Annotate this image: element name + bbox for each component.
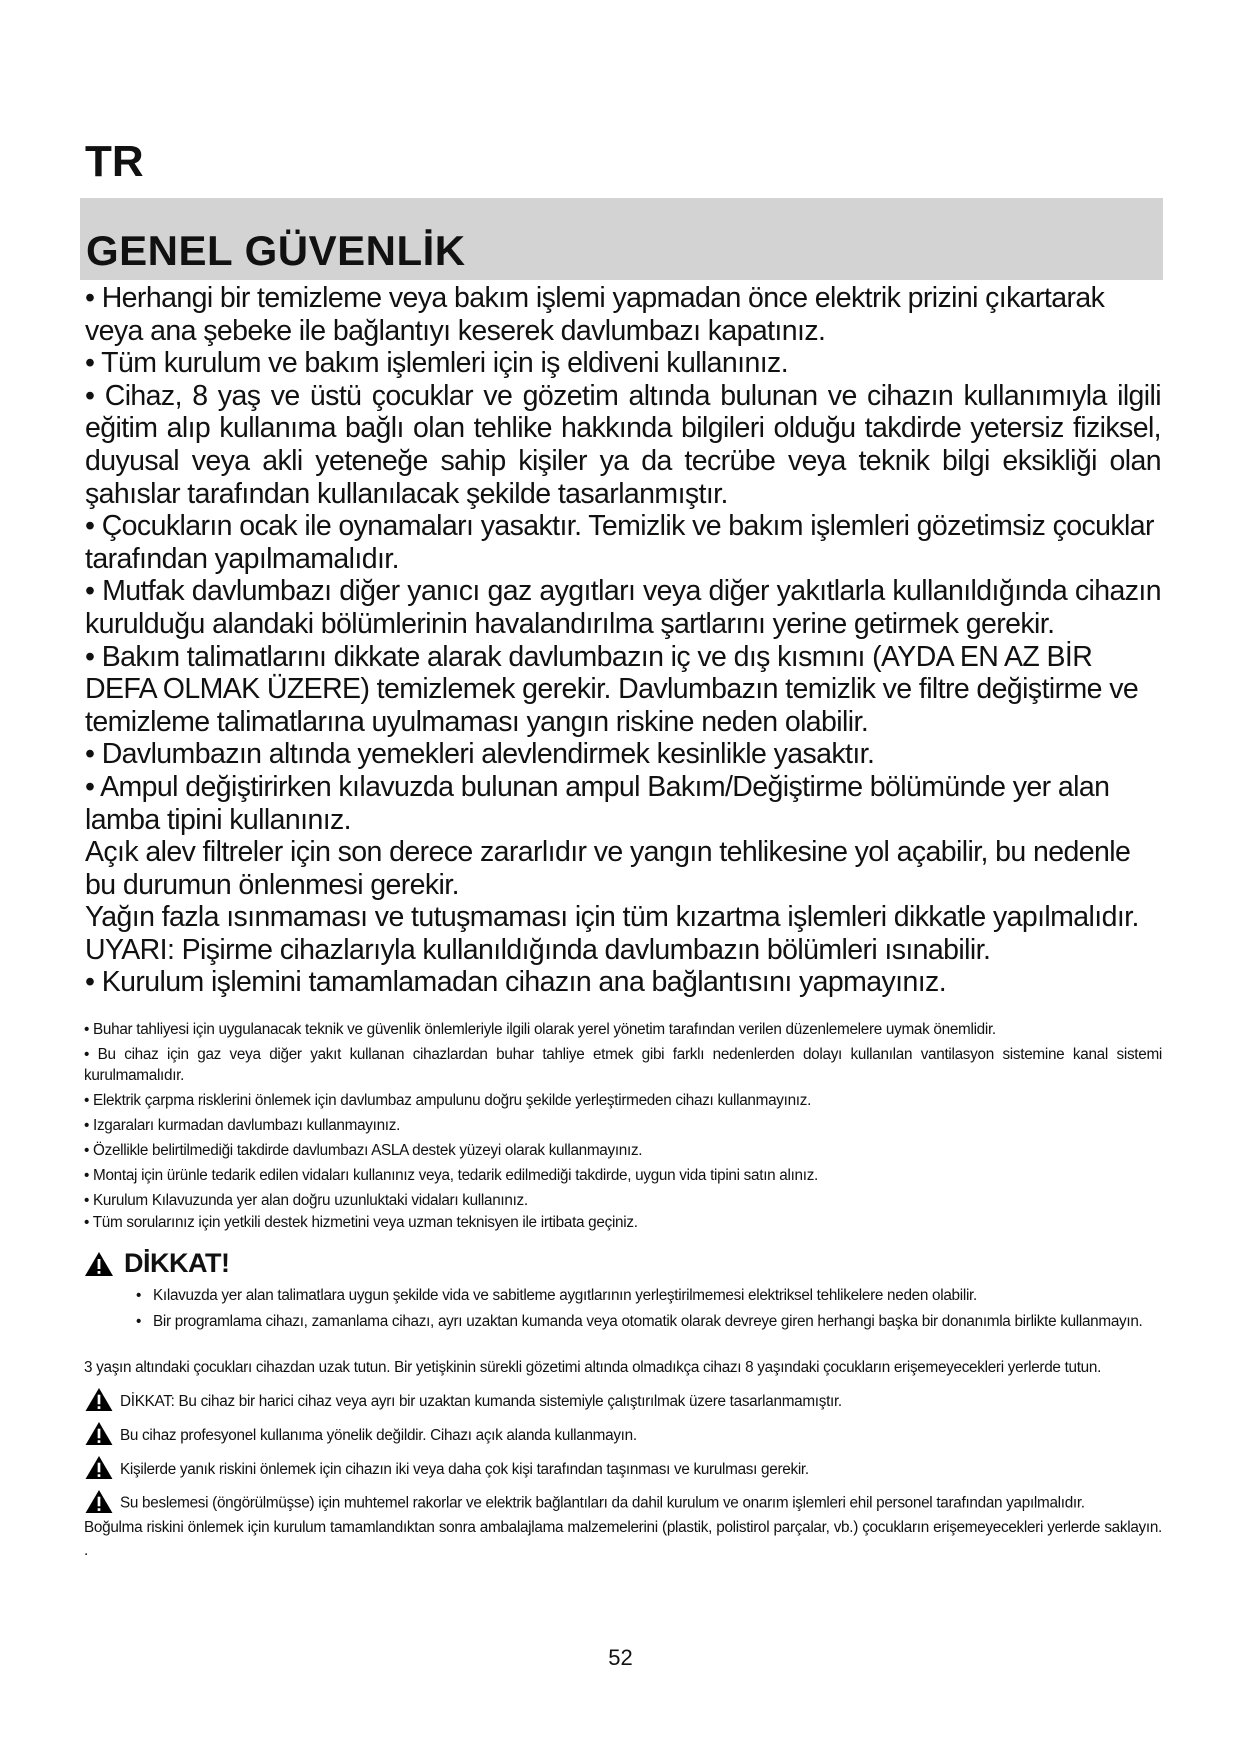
- warning-line: [84, 1423, 1162, 1449]
- dikkat-list: [84, 1285, 1162, 1337]
- list-item: • Davlumbazın altında yemekleri alevlendirmek kesinlikle yasaktır.: [85, 738, 875, 771]
- list-item: • Montaj için ürünle tedarik edilen vidaları kullanınız veya, tedarik edilmediği takdirde, uygun vida tipini satın alınız.: [84, 1167, 819, 1184]
- section-title: GENEL GÜVENLİK: [86, 227, 466, 274]
- warning-line: [84, 1491, 1162, 1516]
- list-item: • Çocukların ocak ile oynamaları yasaktır. Temizlik ve bakım işlemleri gözetimsiz çocuklar tarafından yapılmamalıdır.: [85, 510, 1154, 575]
- list-item: • Özellikle belirtilmediği takdirde davlumbazı ASLA destek yüzeyi olarak kullanmayınız.: [84, 1142, 643, 1159]
- list-item: • Cihaz, 8 yaş ve üstü çocuklar ve gözetim altında bulunan ve cihazın kullanımıyla ilgili eğitim alıp kullanıma bağlı olan tehlike hakkında bilgileri olduğu takdirde yetersiz fiziksel, duyusal veya akli yeteneğe sahip kişiler ya da tecrübe veya teknik bilgi eksikliği olan şahıslar tarafından kullanılacak şekilde tasarlanmıştır.: [85, 379, 1161, 510]
- list-item: Açık alev filtreler için son derece zararlıdır ve yangın tehlikesine yol açabilir, bu nedenle bu durumun önlenmesi gerekir.: [85, 836, 1131, 901]
- warning-triangle-icon: [84, 1251, 114, 1277]
- warning-triangle-icon: [84, 1455, 114, 1480]
- warning-line: [84, 1389, 1162, 1415]
- list-item: • Tüm sorularınız için yetkili destek hizmetini veya uzman teknisyen ile irtibata geçiniz.: [84, 1214, 638, 1231]
- children-note: 3 yaşın altındaki çocukları cihazdan uzak tutun. Bir yetişkinin sürekli gözetimi altında olmadıkça cihazı 8 yaşındaki çocukların erişemeyecekleri yerlerde tutun.: [84, 1359, 1102, 1376]
- warning-triangle-icon: [84, 1489, 114, 1514]
- list-item: • Tüm kurulum ve bakım işlemleri için iş eldiveni kullanınız.: [85, 347, 789, 380]
- list-item: [84, 1311, 1162, 1332]
- list-item: • Buhar tahliyesi için uygulanacak teknik ve güvenlik önlemleriyle ilgili olarak yerel yönetim tarafından verilen düzenlemelere uymak önemlidir.: [84, 1021, 996, 1038]
- dikkat-item-text: Bir programlama cihazı, zamanlama cihazı, ayrı uzaktan kumanda veya otomatik olarak devreye giren herhangi başka bir donanımla birlikte kullanmayın.: [153, 1313, 1143, 1330]
- list-item: [84, 1285, 1162, 1306]
- dikkat-heading: [84, 1248, 229, 1279]
- dikkat-item-text: Kılavuzda yer alan talimatlara uygun şekilde vida ve sabitleme aygıtlarının yerleştirilmemesi elektriksel tehlikelere neden olabilir.: [153, 1287, 977, 1304]
- list-item: • Bakım talimatlarını dikkate alarak davlumbazın iç ve dış kısmını (AYDA EN AZ BİR DEFA OLMAK ÜZERE) temizlemek gerekir. Davlumbazın temizlik ve filtre değiştirme ve temizleme talimatlarına uyulmaması yangın riskine neden olabilir.: [85, 640, 1139, 738]
- warning-text: Su beslemesi (öngörülmüşse) için muhtemel rakorlar ve elektrik bağlantıları da dahil kurulum ve onarım işlemleri ehil personel tarafından yapılmalıdır.: [120, 1494, 1085, 1512]
- list-item: • Herhangi bir temizleme veya bakım işlemi yapmadan önce elektrik prizini çıkartarak veya ana şebeke ile bağlantıyı keserek davlumbazı kapatınız.: [85, 282, 1105, 347]
- additional-warnings: [84, 1355, 1162, 1562]
- suffocation-note: Boğulma riskini önlemek için kurulum tamamlandıktan sonra ambalajlama malzemelerini (plastik, polistirol parçalar, vb.) çocukların erişemeyecekleri yerlerde saklayın. .: [84, 1519, 1162, 1559]
- small-safety-list: [84, 1017, 1162, 1232]
- bullet: •: [135, 1287, 141, 1304]
- list-item: • Kurulum işlemini tamamlamadan cihazın ana bağlantısını yapmayınız.: [85, 966, 947, 999]
- language-code: TR: [85, 137, 144, 186]
- main-safety-list: [85, 282, 1161, 999]
- list-item: • Izgaraları kurmadan davlumbazı kullanmayınız.: [84, 1117, 401, 1134]
- warning-line: [84, 1457, 1162, 1483]
- warning-text: Bu cihaz profesyonel kullanıma yönelik değildir. Cihazı açık alanda kullanmayın.: [120, 1427, 637, 1444]
- section-title-bar: [80, 198, 1163, 280]
- warning-triangle-icon: [84, 1387, 114, 1412]
- warning-text: DİKKAT: Bu cihaz bir harici cihaz veya ayrı bir uzaktan kumanda sistemiyle çalıştırılmak üzere tasarlanmamıştır.: [120, 1393, 842, 1410]
- warning-triangle-icon: [84, 1421, 114, 1446]
- list-item: • Mutfak davlumbazı diğer yanıcı gaz aygıtları veya diğer yakıtlarla kullanıldığında cihazın kurulduğu alandaki bölümlerinin havalandırılma şartlarını yerine getirmek gerekir.: [85, 575, 1161, 640]
- dikkat-label: DİKKAT!: [124, 1248, 230, 1278]
- list-item: • Bu cihaz için gaz veya diğer yakıt kullanan cihazlardan buhar tahliye etmek gibi farklı nedenlerden dolayı kullanılan vantilasyon sistemine kanal sistemi kurulmamalıdır.: [84, 1046, 1162, 1084]
- list-item: • Elektrik çarpma risklerini önlemek için davlumbaz ampulunu doğru şekilde yerleştirmeden cihazı kullanmayınız.: [84, 1092, 812, 1109]
- list-item: UYARI: Pişirme cihazlarıyla kullanıldığında davlumbazın bölümleri ısınabilir.: [85, 933, 991, 966]
- warning-text: Kişilerde yanık riskini önlemek için cihazın iki veya daha çok kişi tarafından taşınması ve kurulması gerekir.: [120, 1461, 809, 1478]
- page-number: 52: [608, 1645, 633, 1670]
- list-item: • Kurulum Kılavuzunda yer alan doğru uzunluktaki vidaları kullanınız.: [84, 1192, 528, 1209]
- list-item: Yağın fazla ısınmaması ve tutuşmaması için tüm kızartma işlemleri dikkatle yapılmalıdır.: [85, 901, 1139, 934]
- list-item: • Ampul değiştirirken kılavuzda bulunan ampul Bakım/Değiştirme bölümünde yer alan lamba tipini kullanınız.: [85, 770, 1110, 836]
- bullet: •: [135, 1313, 141, 1330]
